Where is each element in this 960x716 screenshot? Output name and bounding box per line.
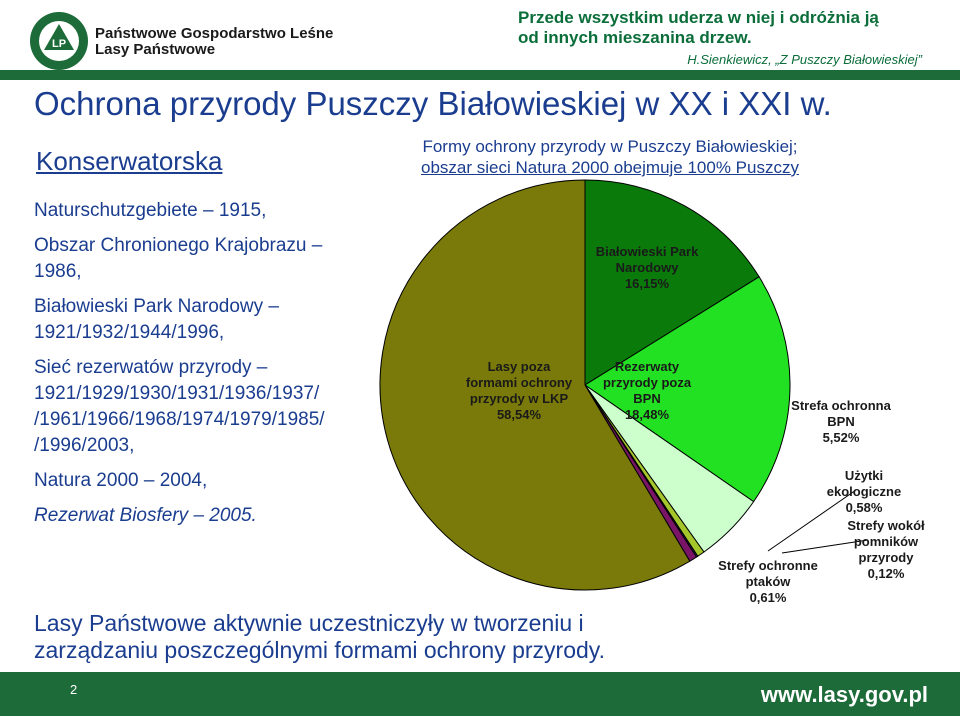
quote-source: H.Sienkiewicz, „Z Puszczy Białowieskiej” [687, 52, 922, 67]
slide-title: Ochrona przyrody Puszczy Białowieskiej w XX i XXI w. [34, 85, 832, 122]
closing-statement-line1: Lasy Państwowe aktywnie uczestniczyły w tworzeniu i [34, 610, 584, 636]
quote-line1: Przede wszystkim uderza w niej i odróżnia ją [518, 8, 879, 27]
slice-label: Strefy wokół pomników przyrody 0,12% [847, 518, 925, 581]
organization-name-line2: Lasy Państwowe [95, 41, 216, 58]
history-item: Obszar Chronionego Krajobrazu – 1986, [34, 235, 323, 282]
closing-statement [34, 610, 605, 664]
organization-name-line1: Państwowe Gospodarstwo Leśne [95, 25, 334, 42]
chart-title-line1: Formy ochrony przyrody w Puszczy Białowieskiej; [422, 137, 798, 156]
history-item: Sieć rezerwatów przyrody – 1921/1929/1930/1931/1936/1937/ /1961/1966/1968/1974/1979/1985/ /1996/2003, [34, 357, 325, 456]
history-item: Naturschutzgebiete – 1915, [34, 200, 267, 221]
quote-line2: od innych mieszanina drzew. [518, 28, 752, 47]
slice-label: Strefa ochronna BPN 5,52% [791, 398, 891, 445]
logo-monogram: LP [51, 38, 67, 50]
chart-title-line2: obszar sieci Natura 2000 obejmuje 100% Puszczy [421, 158, 799, 177]
slice-label: Użytki ekologiczne 0,58% [826, 468, 902, 515]
footer-url[interactable]: www.lasy.gov.pl [760, 682, 928, 707]
slice-label: Białowieski Park Narodowy 16,15% [595, 244, 699, 291]
history-item: Białowieski Park Narodowy – 1921/1932/1944/1996, [34, 296, 279, 343]
section-subtitle: Konserwatorska [36, 146, 223, 176]
history-item: Natura 2000 – 2004, [34, 470, 208, 491]
closing-statement-line2: zarządzaniu poszczególnymi formami ochrony przyrody. [34, 637, 605, 663]
page-number: 2 [70, 682, 78, 697]
slice-label: Strefy ochronne ptaków 0,61% [718, 558, 818, 605]
leader-line [768, 490, 856, 551]
slice-label: Lasy poza formami ochrony przyrody w LKP 58,54% [465, 359, 573, 422]
history-item: Rezerwat Biosfery – 2005. [34, 505, 257, 526]
slice-label: Rezerwaty przyrody poza BPN 18,48% [602, 359, 692, 422]
